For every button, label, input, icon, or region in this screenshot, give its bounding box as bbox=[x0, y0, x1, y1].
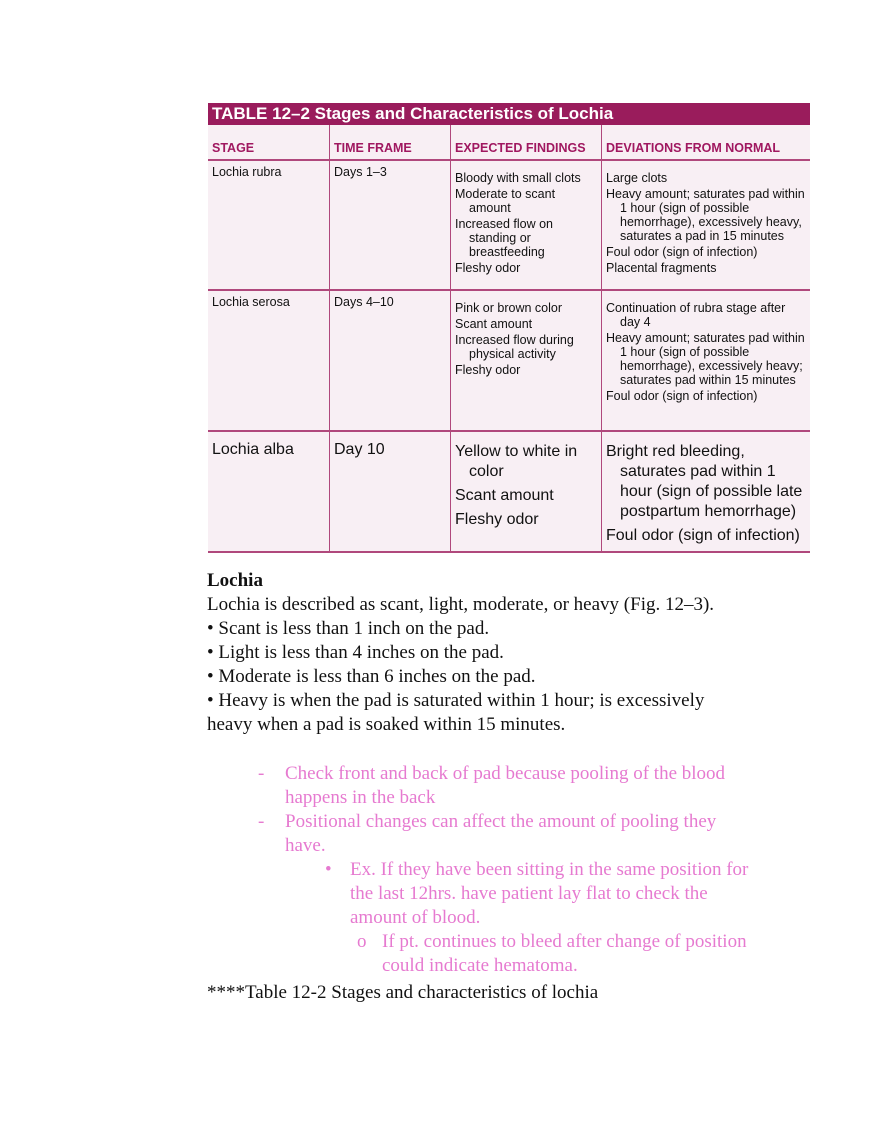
bullet-moderate: • Moderate is less than 6 inches on the pad. bbox=[207, 666, 536, 687]
stage-cell: Lochia rubra bbox=[208, 161, 330, 289]
table-row bbox=[208, 161, 810, 291]
deviation-item: Placental fragments bbox=[606, 261, 717, 275]
stage-cell: Lochia alba bbox=[208, 432, 330, 551]
finding-item: Bloody with small clots bbox=[455, 171, 581, 185]
finding-item: Yellow to white in color bbox=[455, 443, 578, 480]
note-line: Positional changes can affect the amount of pooling they bbox=[285, 811, 717, 832]
note-line: the last 12hrs. have patient lay flat to check the bbox=[350, 883, 708, 904]
deviation-item: Foul odor (sign of infection) bbox=[606, 389, 758, 403]
expected-findings-cell bbox=[451, 161, 602, 289]
note-line: amount of blood. bbox=[350, 907, 481, 928]
table-row bbox=[208, 291, 810, 432]
table-header-row bbox=[208, 125, 810, 161]
table-title: TABLE 12–2 Stages and Characteristics of Lochia bbox=[208, 103, 810, 125]
finding-item: Fleshy odor bbox=[455, 261, 521, 275]
note-line: If pt. continues to bleed after change of position bbox=[382, 931, 747, 952]
note-line: have. bbox=[285, 835, 326, 856]
deviation-item: Heavy amount; saturates pad within 1 hour (sign of possible hemorrhage), excessively heavy; saturates pad within 15 minutes bbox=[606, 331, 805, 387]
finding-item: Fleshy odor bbox=[455, 511, 539, 528]
expected-findings-cell bbox=[451, 432, 602, 551]
time-frame-cell: Days 4–10 bbox=[330, 291, 451, 430]
intro-text: Lochia is described as scant, light, moderate, or heavy (Fig. 12–3). bbox=[207, 594, 715, 615]
note-line: could indicate hematoma. bbox=[382, 955, 578, 976]
finding-item: Moderate to scant amount bbox=[455, 187, 556, 215]
finding-item: Increased flow on standing or breastfeeding bbox=[455, 217, 553, 259]
deviation-item: Heavy amount; saturates pad within 1 hour (sign of possible hemorrhage), excessively heavy, saturates a pad in 15 minutes bbox=[606, 187, 805, 243]
bullet-heavy: • Heavy is when the pad is saturated within 1 hour; is excessively bbox=[207, 690, 705, 711]
finding-item: Increased flow during physical activity bbox=[455, 333, 574, 361]
note-marker: - bbox=[258, 811, 265, 832]
deviation-item: Large clots bbox=[606, 171, 668, 185]
deviation-item: Continuation of rubra stage after day 4 bbox=[606, 301, 786, 329]
bullet-heavy-cont: heavy when a pad is soaked within 15 minutes. bbox=[207, 714, 566, 735]
deviation-item: Foul odor (sign of infection) bbox=[606, 245, 758, 259]
header-expected-findings: EXPECTED FINDINGS bbox=[451, 125, 602, 159]
note-line: happens in the back bbox=[285, 787, 436, 808]
section-heading: Lochia bbox=[207, 570, 263, 591]
note-line: Ex. If they have been sitting in the same position for bbox=[350, 859, 749, 880]
deviations-cell bbox=[602, 432, 810, 551]
header-time-frame: TIME FRAME bbox=[330, 125, 451, 159]
finding-item: Pink or brown color bbox=[455, 301, 562, 315]
header-stage: STAGE bbox=[208, 125, 330, 159]
finding-item: Scant amount bbox=[455, 317, 533, 331]
stage-cell: Lochia serosa bbox=[208, 291, 330, 430]
note-marker: • bbox=[325, 859, 332, 880]
time-frame-cell: Day 10 bbox=[330, 432, 451, 551]
bullet-scant: • Scant is less than 1 inch on the pad. bbox=[207, 618, 490, 639]
deviations-cell bbox=[602, 161, 810, 289]
finding-item: Scant amount bbox=[455, 487, 554, 504]
note-line: Check front and back of pad because pooling of the blood bbox=[285, 763, 726, 784]
header-deviations: DEVIATIONS FROM NORMAL bbox=[606, 140, 781, 155]
deviations-cell bbox=[602, 291, 810, 430]
note-marker: o bbox=[357, 931, 367, 952]
time-frame-cell: Days 1–3 bbox=[330, 161, 451, 289]
footer-note: ****Table 12-2 Stages and characteristics of lochia bbox=[207, 982, 599, 1003]
lochia-table bbox=[208, 103, 810, 553]
expected-findings-cell bbox=[451, 291, 602, 430]
bullet-light: • Light is less than 4 inches on the pad. bbox=[207, 642, 504, 663]
finding-item: Fleshy odor bbox=[455, 363, 521, 377]
note-marker: - bbox=[258, 763, 265, 784]
deviation-item: Bright red bleeding, saturates pad within 1 hour (sign of possible late postpartum hemorrhage) bbox=[606, 443, 803, 520]
table-row bbox=[208, 432, 810, 553]
deviation-item: Foul odor (sign of infection) bbox=[606, 527, 800, 544]
